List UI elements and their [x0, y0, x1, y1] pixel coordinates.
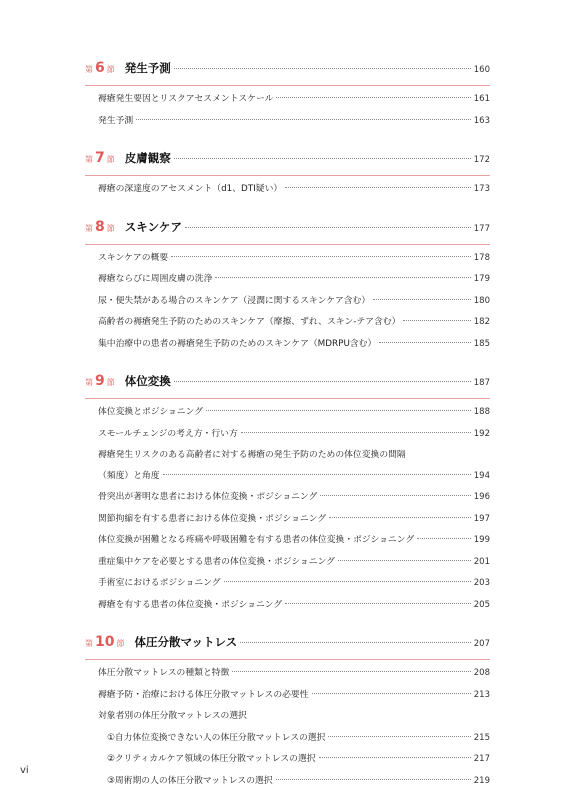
section-suffix: 節 [106, 223, 115, 233]
entry-text: 重症集中ケアを必要とする患者の体位変換・ポジショニング [98, 556, 335, 567]
section-number: 6 [95, 60, 105, 76]
section-suffix: 節 [106, 155, 115, 164]
dot-leader [276, 97, 470, 98]
toc-entry[interactable] [98, 489, 490, 511]
dot-leader [163, 474, 471, 475]
entry-text: 発生予測 [98, 115, 134, 126]
entry-page-number: 163 [473, 115, 490, 126]
entry-page-number: 208 [473, 668, 490, 678]
toc-entry[interactable] [107, 773, 490, 795]
section-title: 体圧分散マットレス [134, 635, 238, 649]
section-suffix: 節 [116, 639, 125, 648]
dot-leader [285, 603, 471, 604]
dot-leader [338, 560, 471, 561]
section-heading[interactable] [85, 373, 490, 399]
entry-text: ③周術期の人の体圧分散マットレスの選択 [107, 775, 273, 786]
entry-text: 褥瘡発生要因とリスクアセスメントスケール [98, 94, 274, 104]
toc-entry[interactable] [98, 336, 490, 358]
entry-text: 褥瘡の深達度のアセスメント（d1、DTI疑い） [98, 184, 283, 194]
section-suffix: 節 [106, 378, 115, 387]
entry-page-number: 178 [473, 252, 490, 263]
entry-text: 褥瘡発生リスクのある高齢者に対する褥瘡の発生予防のための体位変換の間隔 [98, 450, 406, 460]
dot-leader [136, 119, 471, 120]
toc-entry[interactable] [98, 91, 490, 113]
toc-section [85, 150, 490, 203]
section-title: 皮膚観察 [124, 151, 171, 165]
entry-text: 尿・便失禁がある場合のスキンケア（浸潤に関するスキンケア含む） [98, 295, 371, 306]
entry-text: スキンケアの概要 [98, 252, 169, 263]
dot-leader [276, 779, 471, 780]
toc-entry[interactable] [98, 113, 490, 135]
section-page-number: 160 [473, 65, 490, 75]
entry-text: 高齢者の褥瘡発生予防のためのスキンケア（摩擦、ずれ、スキン-テア含む） [98, 317, 401, 327]
section-heading[interactable] [85, 60, 490, 86]
section-heading[interactable] [85, 219, 490, 245]
dot-leader [285, 187, 471, 188]
section-prefix: 第 [85, 639, 93, 648]
page-number: vi [20, 765, 29, 776]
entry-text: ①自力体位変換できない人の体圧分散マットレスの選択 [107, 732, 326, 743]
toc-section [85, 219, 490, 358]
dot-leader [319, 757, 471, 758]
entry-text: 骨突出が著明な患者における体位変換・ポジショニング [98, 492, 318, 502]
section-title: スキンケア [124, 219, 182, 234]
entry-page-number: 182 [473, 317, 490, 327]
dot-leader [174, 158, 471, 159]
dot-leader [215, 277, 470, 278]
dot-leader [312, 693, 471, 694]
entry-page-number: 192 [473, 428, 490, 439]
entry-page-number: 180 [473, 295, 490, 306]
section-number: 8 [95, 218, 105, 235]
dot-leader [320, 495, 470, 496]
entry-page-number: 219 [473, 775, 490, 786]
entry-text: 体圧分散マットレスの種類と特徴 [98, 668, 230, 678]
dot-leader [241, 432, 471, 433]
section-prefix: 第 [85, 65, 93, 74]
dot-leader [403, 320, 470, 321]
table-of-contents [85, 60, 490, 810]
section-page-number: 207 [473, 639, 490, 649]
dot-leader [224, 581, 471, 582]
section-number: 9 [95, 373, 105, 389]
section-heading[interactable] [85, 634, 490, 660]
entry-page-number: 205 [473, 599, 490, 610]
dot-leader [328, 736, 470, 737]
toc-section [85, 634, 490, 794]
toc-entry[interactable] [98, 708, 490, 730]
entry-text: 手術室におけるポジショニング [98, 578, 221, 588]
toc-entry[interactable] [98, 250, 490, 272]
entry-text: 褥瘡ならびに周囲皮膚の洗浄 [98, 274, 213, 284]
entry-text: 体位変換が困難となる疼痛や呼吸困難を有する患者の体位変換・ポジショニング [98, 535, 415, 545]
toc-entry[interactable] [98, 404, 490, 426]
section-prefix: 第 [85, 223, 93, 233]
entry-page-number: 213 [473, 689, 490, 700]
toc-entry[interactable] [98, 554, 490, 576]
toc-section [85, 373, 490, 618]
entry-page-number: 188 [473, 407, 490, 417]
toc-entry[interactable] [98, 511, 490, 533]
dot-leader [174, 381, 471, 382]
toc-entry[interactable] [98, 293, 490, 315]
entry-page-number: 201 [473, 556, 490, 567]
toc-entry[interactable] [98, 665, 490, 687]
dot-leader [206, 410, 471, 411]
dot-leader [329, 517, 471, 518]
toc-entry[interactable] [107, 751, 490, 773]
entry-page-number: 215 [473, 732, 490, 743]
dot-leader [232, 671, 470, 672]
dot-leader [240, 642, 471, 643]
entry-page-number: 203 [473, 578, 490, 588]
entry-page-number: 179 [473, 274, 490, 284]
section-suffix: 節 [106, 65, 115, 74]
section-prefix: 第 [85, 155, 93, 164]
entry-text: 体位変換とポジショニング [98, 407, 203, 417]
toc-entry[interactable] [107, 730, 490, 752]
entry-text: 褥瘡を有する患者の体位変換・ポジショニング [98, 599, 283, 610]
entry-page-number: 217 [473, 754, 490, 764]
entry-page-number: 173 [473, 184, 490, 194]
entry-text: 褥瘡予防・治療における体圧分散マットレスの必要性 [98, 689, 309, 700]
entry-text: 対象者別の体圧分散マットレスの選択 [98, 711, 247, 721]
toc-entry[interactable] [98, 687, 490, 709]
section-prefix: 第 [85, 378, 93, 387]
entry-page-number: 185 [473, 338, 490, 349]
dot-leader [373, 299, 471, 300]
section-number: 10 [95, 634, 115, 650]
entry-page-number: 161 [473, 94, 490, 104]
dot-leader [185, 227, 471, 228]
section-page-number: 177 [473, 223, 490, 234]
dot-leader [379, 342, 470, 343]
dot-leader [171, 256, 471, 257]
entry-text: スモールチェンジの考え方・行い方 [98, 428, 238, 439]
toc-entry[interactable] [98, 575, 490, 597]
toc-entry-line [98, 447, 490, 468]
entry-page-number: 199 [473, 535, 490, 545]
entry-page-number: 197 [473, 513, 490, 524]
toc-entry[interactable] [98, 314, 490, 336]
toc-section [85, 60, 490, 134]
entry-text-continued: （頻度）と角度 [98, 471, 160, 481]
toc-entry[interactable] [98, 181, 490, 203]
section-title: 発生予測 [124, 61, 171, 75]
section-page-number: 172 [473, 155, 490, 165]
section-title: 体位変換 [124, 374, 171, 388]
toc-entry[interactable] [98, 532, 490, 554]
toc-entry[interactable] [98, 271, 490, 293]
section-heading[interactable] [85, 150, 490, 176]
dot-leader [174, 68, 471, 69]
entry-text: ②クリティカルケア領域の体圧分散マットレスの選択 [107, 754, 316, 764]
toc-entry-line [98, 468, 490, 489]
section-number: 7 [95, 150, 105, 166]
toc-entry[interactable] [98, 426, 490, 448]
entry-text: 集中治療中の患者の褥瘡発生予防のためのスキンケア（MDRPU含む） [98, 338, 377, 349]
toc-entry[interactable] [98, 447, 490, 489]
toc-entry[interactable] [98, 597, 490, 619]
entry-text: 関節拘縮を有する患者における体位変換・ポジショニング [98, 513, 327, 524]
entry-page-number: 194 [473, 471, 490, 481]
entry-page-number: 196 [473, 492, 490, 502]
section-page-number: 187 [473, 378, 490, 388]
dot-leader [417, 538, 471, 539]
